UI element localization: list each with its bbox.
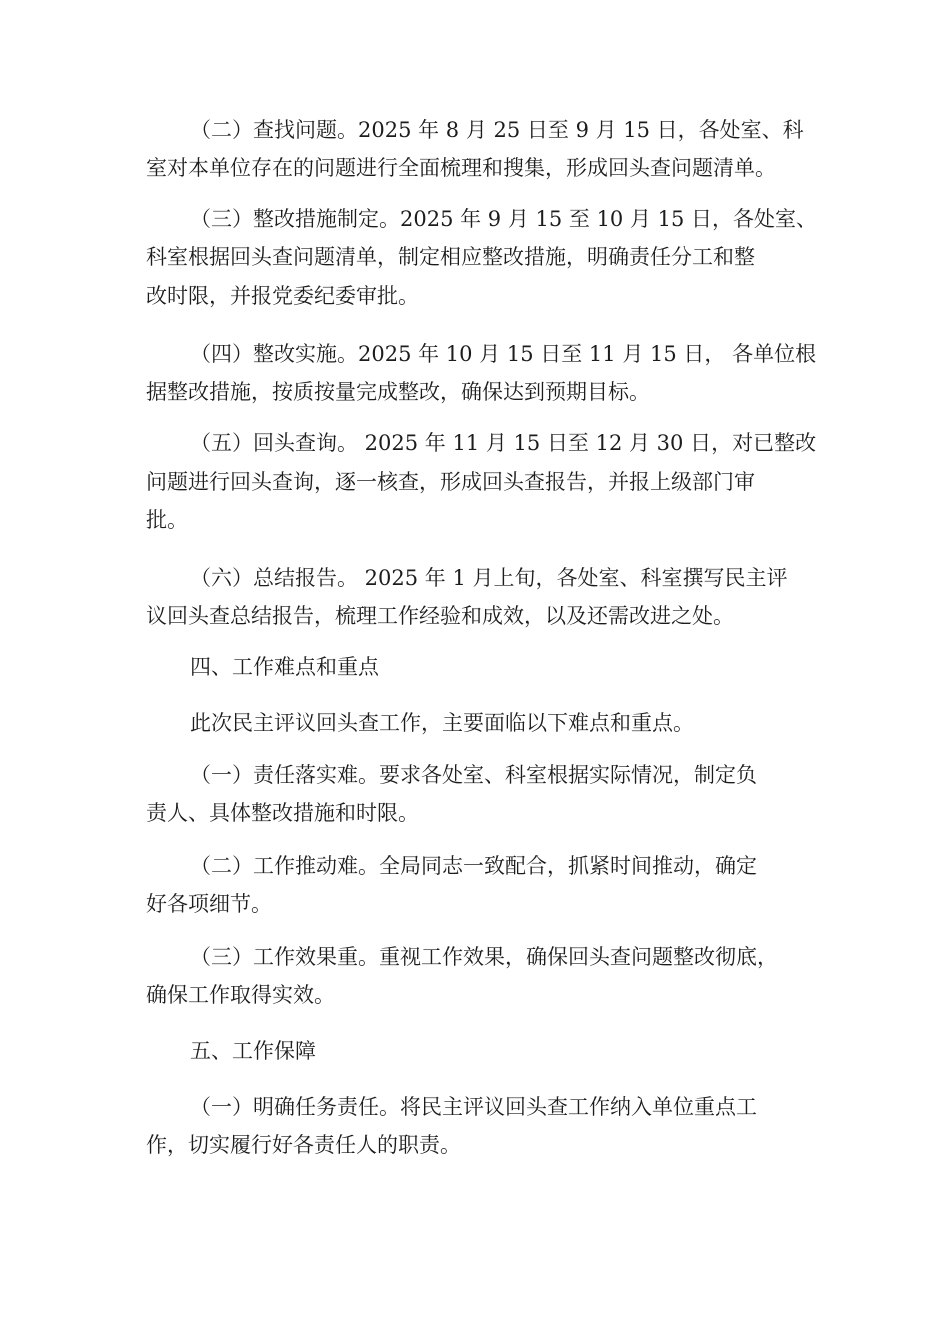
paragraph-line: （六）总结报告。 2025 年 1 月上旬，各处室、科室撰写民主评 xyxy=(190,566,788,590)
paragraph-line: 改时限，并报党委纪委审批。 xyxy=(146,284,419,308)
paragraph-line: （一）明确任务责任。将民主评议回头查工作纳入单位重点工 xyxy=(190,1095,757,1119)
paragraph-line: （三）整改措施制定。2025 年 9 月 15 至 10 月 15 日，各处室、 xyxy=(190,207,818,231)
paragraph-line: 作，切实履行好各责任人的职责。 xyxy=(146,1133,461,1157)
paragraph-line: （三）工作效果重。重视工作效果，确保回头查问题整改彻底， xyxy=(190,945,778,969)
paragraph-line: 此次民主评议回头查工作，主要面临以下难点和重点。 xyxy=(190,711,694,735)
paragraph-line: （五）回头查询。 2025 年 11 月 15 日至 12 月 30 日，对已整改 xyxy=(190,431,817,455)
paragraph-line: 室对本单位存在的问题进行全面梳理和搜集，形成回头查问题清单。 xyxy=(146,156,776,180)
paragraph-line: 据整改措施，按质按量完成整改，确保达到预期目标。 xyxy=(146,380,650,404)
paragraph-line: 问题进行回头查询，逐一核查，形成回头查报告，并报上级部门审 xyxy=(146,470,755,494)
section-heading: 五、工作保障 xyxy=(190,1039,316,1063)
paragraph-line: （二）查找问题。2025 年 8 月 25 日至 9 月 15 日，各处室、科 xyxy=(190,118,804,142)
paragraph-line: （一）责任落实难。要求各处室、科室根据实际情况，制定负 xyxy=(190,763,757,787)
paragraph-line: 科室根据回头查问题清单，制定相应整改措施，明确责任分工和整 xyxy=(146,245,755,269)
paragraph-line: 议回头查总结报告，梳理工作经验和成效，以及还需改进之处。 xyxy=(146,604,734,628)
paragraph-line: 好各项细节。 xyxy=(146,892,272,916)
paragraph-line: 确保工作取得实效。 xyxy=(146,983,335,1007)
paragraph-line: （二）工作推动难。全局同志一致配合，抓紧时间推动，确定 xyxy=(190,854,757,878)
paragraph-line: 批。 xyxy=(146,508,188,532)
paragraph-line: 责人、具体整改措施和时限。 xyxy=(146,801,419,825)
section-heading: 四、工作难点和重点 xyxy=(190,655,379,679)
paragraph-line: （四）整改实施。2025 年 10 月 15 日至 11 月 15 日， 各单位根 xyxy=(190,342,817,366)
